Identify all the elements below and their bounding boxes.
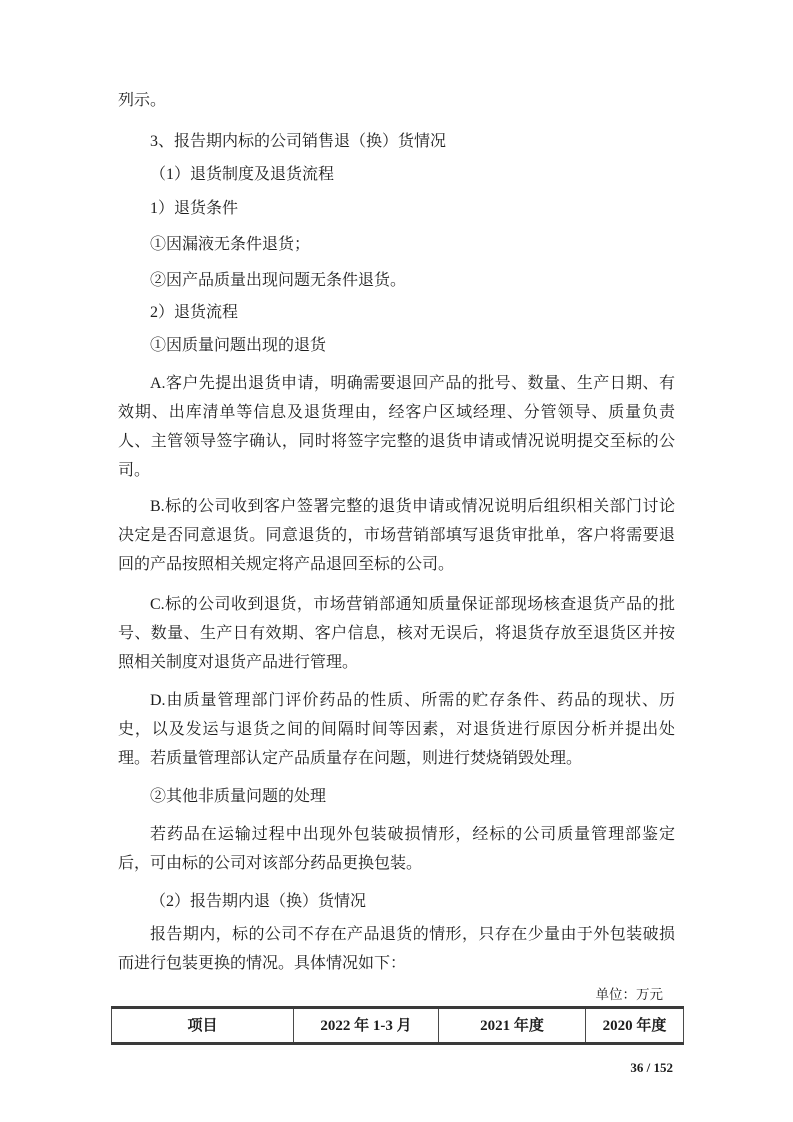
unit-note: 单位：万元 [595,987,663,1002]
paragraph-packaging-replacement: 若药品在运输过程中出现外包装破损情形，经标的公司质量管理部鉴定后，可由标的公司对该部分药品更换包装。 [118,826,675,872]
paragraph-step-a: A.客户先提出退货申请，明确需要退回产品的批号、数量、生产日期、有效期、出库清单等信息及退货理由，经客户区域经理、分管领导、质量负责人、主管领导签字确认，同时将签字完整的退货申请或情况说明提交至标的公司。 [118,375,675,479]
table-header-item: 项目 [112,1008,294,1044]
list-item-quality-return: ②因产品质量出现问题无条件退货。 [150,272,407,289]
table-header-2022-q1: 2022 年 1-3 月 [294,1008,439,1044]
paragraph-step-c: C.标的公司收到退货，市场营销部通知质量保证部现场核查退货产品的批号、数量、生产日有效期、客户信息，核对无误后，将退货存放至退货区并按照相关制度对退货产品进行管理。 [118,596,675,671]
heading-period-returns: （2）报告期内退（换）货情况 [150,893,367,910]
list-item-leak-return: ①因漏液无条件退货； [150,236,311,253]
heading-return-process: 2）退货流程 [150,304,239,321]
paragraph-step-d: D.由质量管理部门评价药品的性质、所需的贮存条件、药品的现状、历史，以及发运与退货之间的间隔时间等因素，对退货进行原因分析并提出处理。若质量管理部认定产品质量存在问题，则进行焚烧销毁处理。 [118,692,675,767]
table-header-2021: 2021 年度 [439,1008,586,1044]
heading-quality-return: ①因质量问题出现的退货 [150,337,327,354]
heading-return-policy: （1）退货制度及退货流程 [150,166,335,183]
heading-sales-returns: 3、报告期内标的公司销售退（换）货情况 [150,133,447,150]
returns-table [111,1006,684,1045]
heading-non-quality: ②其他非质量问题的处理 [150,788,327,805]
page-number: 36 / 152 [630,1060,673,1075]
paragraph-step-b: B.标的公司收到客户签署完整的退货申请或情况说明后组织相关部门讨论决定是否同意退货。同意退货的，市场营销部填写退货审批单，客户将需要退回的产品按照相关规定将产品退回至标的公司。 [118,498,675,573]
paragraph-continuation: 列示。 [118,92,167,109]
table-header-2020: 2020 年度 [586,1008,684,1044]
table-header-row [112,1008,684,1044]
heading-return-conditions: 1）退货条件 [150,200,239,217]
paragraph-period-summary: 报告期内，标的公司不存在产品退货的情形，只存在少量由于外包装破损而进行包装更换的情况。具体情况如下： [118,926,675,972]
